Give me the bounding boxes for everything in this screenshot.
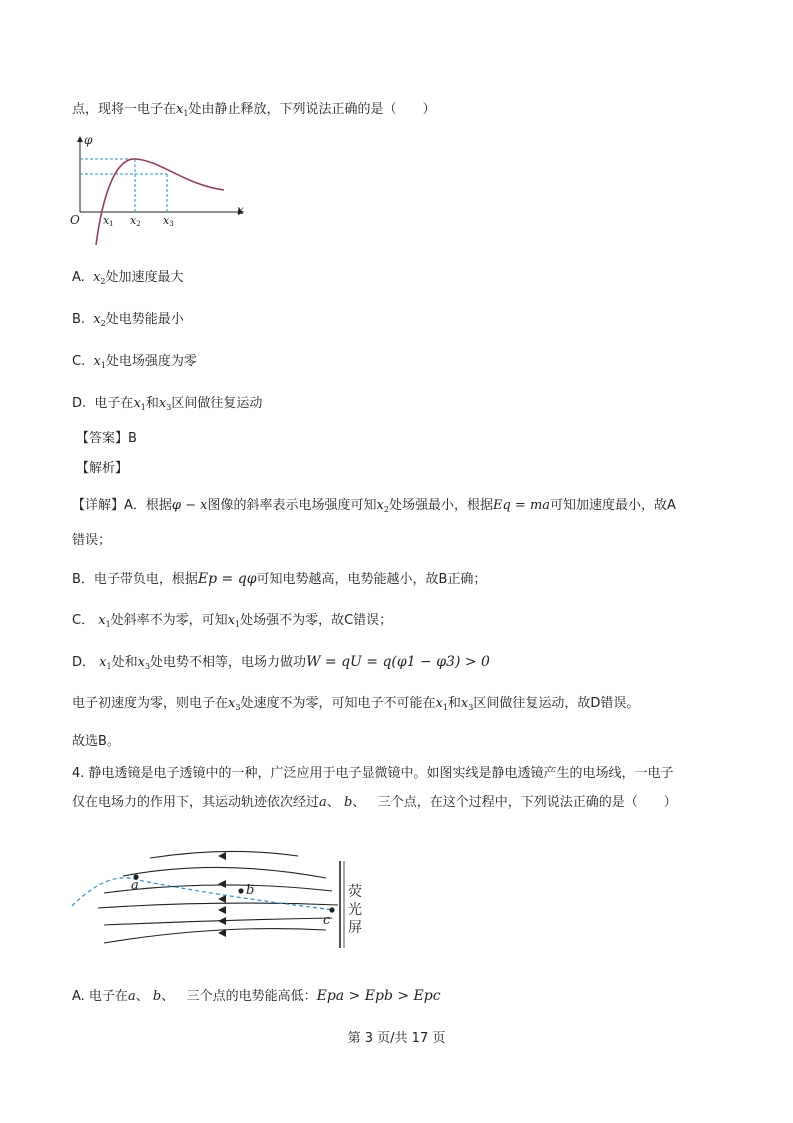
tick-x2: x2 — [130, 214, 141, 228]
q4-sep: 、 — [326, 795, 340, 810]
detail-c2: 处斜率不为零，可知 — [110, 613, 228, 628]
answer-value: B — [128, 431, 137, 446]
q4-opt-eq: Epa > Epb > Epc — [316, 988, 441, 1004]
option-var: x — [93, 270, 101, 285]
y-axis-arrow — [77, 136, 83, 142]
q4-line2b: 三个点，在这个过程中，下列说法正确的是（ ） — [377, 795, 677, 810]
stem-var-sub: 1 — [183, 109, 189, 118]
option-var1: x — [133, 396, 141, 411]
detail-var: $x_1$ — [227, 613, 241, 629]
stem-rest: 处由静止释放，下列说法正确的是（ ） — [188, 102, 436, 117]
option-b — [72, 311, 184, 333]
label-c: c — [323, 913, 331, 928]
field-line — [104, 918, 332, 925]
q4-sep2: 、 — [161, 989, 175, 1004]
detail-a4: 可知加速度最小，故A — [550, 498, 676, 513]
detail-line-a2: 错误； — [72, 533, 112, 548]
potential-curve — [96, 159, 224, 245]
option-text: 处电场强度为零 — [105, 354, 197, 369]
option-c — [72, 353, 197, 375]
detail-var: $x_3$ — [137, 655, 151, 671]
label-a: a — [131, 878, 139, 893]
detail-c1: C． — [72, 613, 95, 628]
screen-char: 光 — [348, 902, 362, 918]
field-arrow — [218, 906, 226, 914]
detail-line-d — [72, 653, 490, 676]
lens-figure — [68, 848, 378, 960]
option-var2: x — [158, 396, 167, 411]
q4-var-b: b — [343, 795, 353, 810]
option-text: 处电势能最小 — [105, 312, 184, 327]
stem-var: x — [176, 102, 184, 117]
q4-var-a: a — [319, 795, 327, 810]
detail-var: $x_1$ — [98, 613, 111, 629]
detail-line-a — [72, 497, 676, 519]
option-sub2: 3 — [166, 403, 172, 412]
detail-b2: 可知电势越高，电势能越小，故B正确； — [256, 572, 487, 587]
detail-line-b — [72, 570, 486, 589]
detail-b1: B．电子带负电，根据 — [72, 572, 198, 587]
detail-a2: 图像的斜率表示电场强度可知 — [207, 498, 377, 513]
potential-graph — [70, 130, 250, 250]
screen-char: 荧 — [348, 884, 362, 900]
q4-sep2: 、 — [352, 795, 366, 810]
detail-e3: 和 — [447, 696, 461, 711]
answer-label: 【答案】 — [76, 431, 129, 446]
detail-var: $x_3$ — [460, 696, 474, 712]
q4-line1: 4. 静电透镜是电子透镜中的一种，广泛应用于电子显微镜中。如图实线是静电透镜产生的电场线，一电子 — [72, 766, 674, 781]
electron-trajectory — [72, 878, 334, 910]
q4-line2a: 仅在电场力的作用下，其运动轨迹依次经过 — [72, 795, 320, 810]
detail-a3: 处场强最小，根据 — [388, 498, 493, 513]
field-arrow — [218, 880, 226, 888]
q4-var-a: a — [127, 989, 136, 1004]
detail-d1: D． — [72, 655, 96, 670]
point-c — [329, 907, 334, 912]
origin-label: O — [70, 213, 80, 227]
detail-d-eq: W = qU = q(φ1 − φ3) > 0 — [306, 654, 490, 670]
point-b — [238, 888, 243, 893]
conclusion: 故选B。 — [72, 734, 120, 749]
option-text: 处加速度最大 — [105, 270, 184, 285]
tick-x3: x3 — [163, 214, 174, 228]
option-sub1: 1 — [140, 403, 146, 412]
detail-var: $x_3$ — [228, 696, 241, 712]
detail-b-eq: Ep = qφ — [197, 571, 257, 587]
option-letter: D. — [72, 396, 87, 411]
option-var: x — [93, 312, 101, 327]
option-sub: 2 — [100, 319, 106, 328]
option-pre: 电子在 — [94, 396, 134, 411]
stem-text: 点，现将一电子在 — [72, 102, 177, 117]
detail-graph-ref: φ − x — [171, 498, 208, 513]
detail-a1: A．根据 — [124, 498, 172, 513]
detail-d2: 处和 — [111, 655, 138, 670]
option-d — [72, 395, 262, 417]
q3-stem — [72, 101, 435, 123]
detail-label: 【详解】 — [72, 498, 125, 513]
option-letter: B. — [72, 312, 86, 327]
q4-sep: 、 — [135, 989, 149, 1004]
q4-var-b: b — [152, 989, 162, 1004]
x-label: x — [237, 203, 244, 217]
label-b: b — [246, 883, 255, 898]
screen-char: 屏 — [348, 920, 362, 936]
detail-var: $x_1$ — [99, 655, 112, 671]
q4-opt-pre: A. 电子在 — [72, 989, 128, 1004]
detail-e1: 电子初速度为零，则电子在 — [72, 696, 229, 711]
q4-opt-mid: 三个点的电势能高低： — [186, 989, 317, 1004]
option-letter: A. — [72, 270, 85, 285]
detail-d3: 处电势不相等，电场力做功 — [150, 655, 307, 670]
q4-line2 — [72, 794, 677, 812]
detail-e4: 区间做往复运动，故D错误。 — [473, 696, 640, 711]
field-arrow — [218, 852, 226, 860]
detail-var: $x_2$ — [376, 498, 389, 514]
answer-line — [76, 430, 137, 448]
analysis-label: 【解析】 — [76, 461, 129, 476]
option-sub: 2 — [100, 277, 106, 286]
field-arrow — [218, 917, 226, 925]
field-line — [123, 867, 326, 878]
y-label: φ — [84, 133, 93, 147]
detail-line-e — [72, 695, 639, 717]
detail-eq: Eq = ma — [492, 498, 551, 513]
detail-c3: 处场强不为零，故C错误； — [240, 613, 393, 628]
option-letter: C. — [72, 354, 86, 369]
field-arrow — [218, 895, 226, 903]
option-var: x — [93, 354, 101, 369]
page-footer: 第 3 页/共 17 页 — [347, 1031, 446, 1046]
option-sub: 1 — [100, 361, 106, 370]
field-line — [104, 929, 326, 943]
q4-option-a — [72, 987, 441, 1006]
option-mid: 和 — [145, 396, 159, 411]
detail-var: $x_1$ — [435, 696, 448, 712]
option-a — [72, 269, 184, 291]
detail-e2: 处速度不为零，可知电子不可能在 — [240, 696, 436, 711]
detail-line-c — [72, 612, 392, 634]
option-text: 区间做往复运动 — [171, 396, 263, 411]
tick-x1: x1 — [103, 214, 114, 228]
